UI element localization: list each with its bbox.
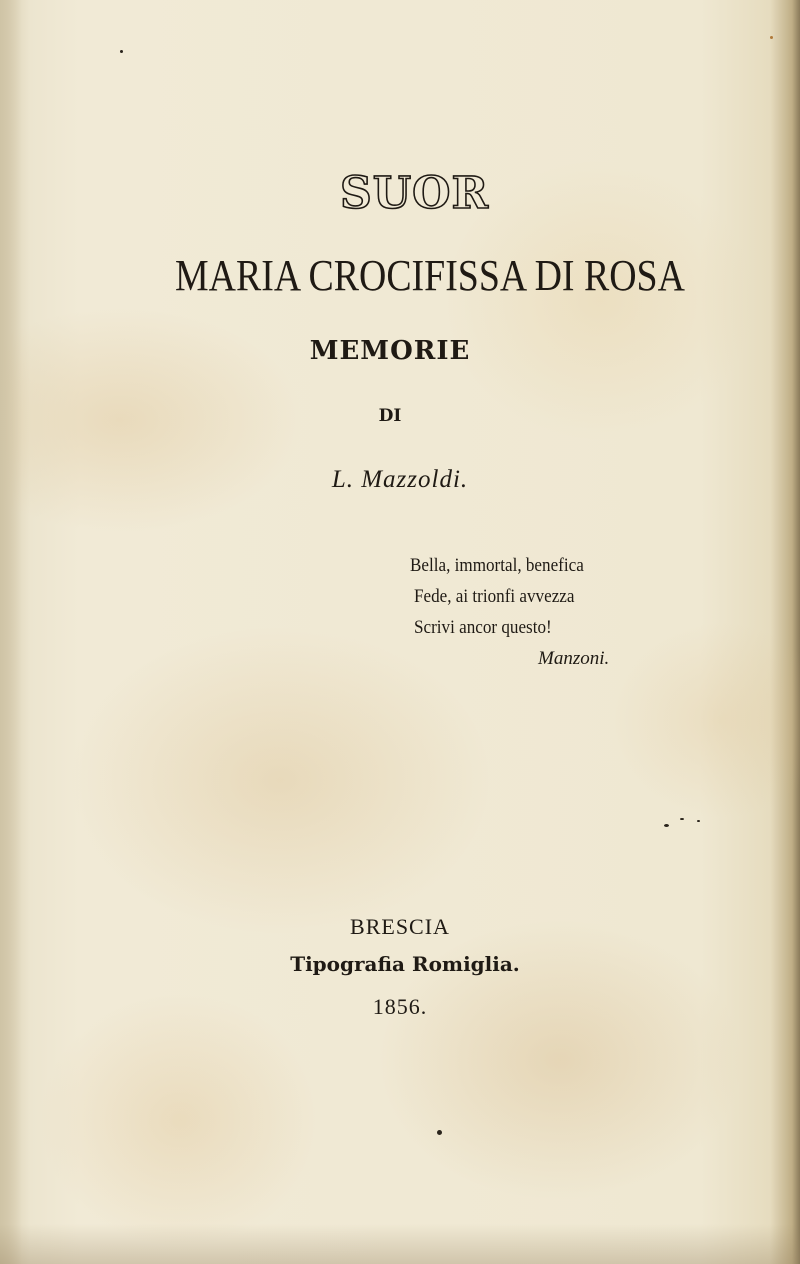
- imprint-year: 1856.: [372, 994, 428, 1019]
- ink-speck: [120, 50, 123, 53]
- subtitle-memorie: MEMORIE: [309, 336, 471, 366]
- page-left-edge-shadow: [0, 0, 22, 1264]
- ink-speck: [437, 1130, 442, 1135]
- ink-speck: [664, 824, 669, 827]
- title-line-main: MARIA CROCIFISSA DI ROSA: [175, 251, 685, 300]
- byline-di: DI: [378, 406, 402, 426]
- epigraph: [410, 550, 650, 674]
- epigraph-line: Bella, immortal, benefica: [410, 555, 584, 576]
- ink-speck: [697, 820, 700, 822]
- ink-speck: [770, 36, 773, 39]
- imprint-printer: Tipografia Romiglia.: [290, 952, 520, 976]
- title-line-suor: SUOR: [340, 168, 490, 219]
- ink-speck: [680, 818, 684, 820]
- author-name: L. Mazzoldi.: [331, 466, 469, 493]
- page-bottom-edge-shadow: [0, 1224, 800, 1264]
- epigraph-attribution: Manzoni.: [538, 648, 610, 669]
- epigraph-line: Scrivi ancor questo!: [414, 617, 552, 638]
- epigraph-line: Fede, ai trionfi avvezza: [414, 586, 575, 607]
- imprint-place: BRESCIA: [350, 914, 450, 939]
